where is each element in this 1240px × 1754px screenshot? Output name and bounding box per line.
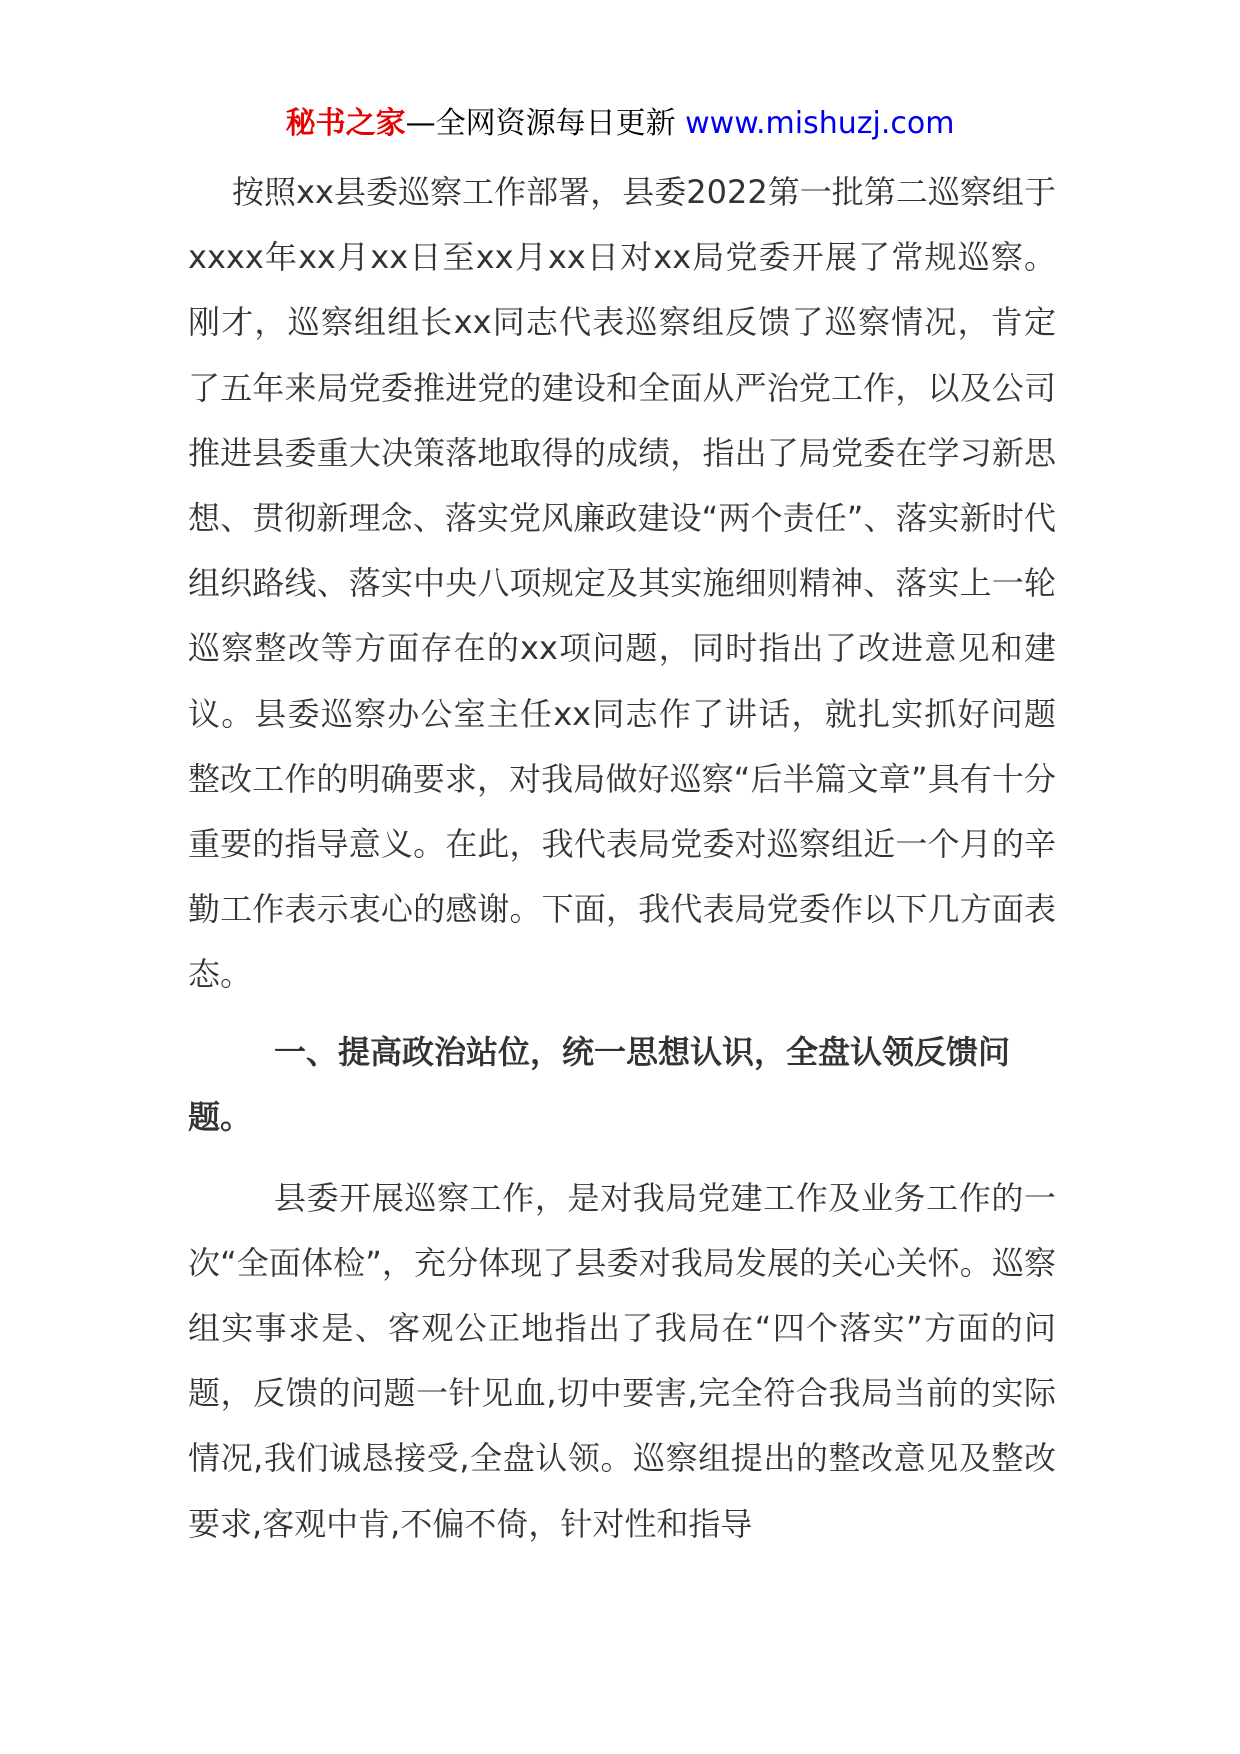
header-tagline: —全网资源每日更新 [405, 106, 676, 141]
site-url-link[interactable]: www.mishuzj.com [685, 106, 955, 141]
document-body [188, 160, 1056, 1557]
paragraph-intro: 按照xx县委巡察工作部署，县委2022第一批第二巡察组于xxxx年xx月xx日至xx月xx日对xx局党委开展了常规巡察。刚才，巡察组组长xx同志代表巡察组反馈了巡察情况，肯定了五年来局党委推进党的建设和全面从严治党工作，以及公司推进县委重大决策落地取得的成绩，指出了局党委在学习新思想、贯彻新理念、落实党风廉政建设“两个责任”、落实新时代组织路线、落实中央八项规定及其实施细则精神、落实上一轮巡察整改等方面存在的xx项问题，同时指出了改进意见和建议。县委巡察办公室主任xx同志作了讲话，就扎实抓好问题整改工作的明确要求，对我局做好巡察“后半篇文章”具有十分重要的指导意义。在此，我代表局党委对巡察组近一个月的辛勤工作表示衷心的感谢。下面，我代表局党委作以下几方面表态。 [188, 173, 1056, 994]
section-heading-1: 一、提高政治站位，统一思想认识，全盘认领反馈问题。 [188, 1032, 1011, 1136]
brand-name: 秘书之家 [285, 106, 406, 141]
page-header [0, 102, 1240, 146]
paragraph-section-1: 县委开展巡察工作，是对我局党建工作及业务工作的一次“全面体检”，充分体现了县委对我局发展的关心关怀。巡察组实事求是、客观公正地指出了我局在“四个落实”方面的问题，反馈的问题一针见血,切中要害,完全符合我局当前的实际情况,我们诚恳接受,全盘认领。巡察组提出的整改意见及整改要求,客观中肯,不偏不倚，针对性和指导 [188, 1178, 1056, 1543]
